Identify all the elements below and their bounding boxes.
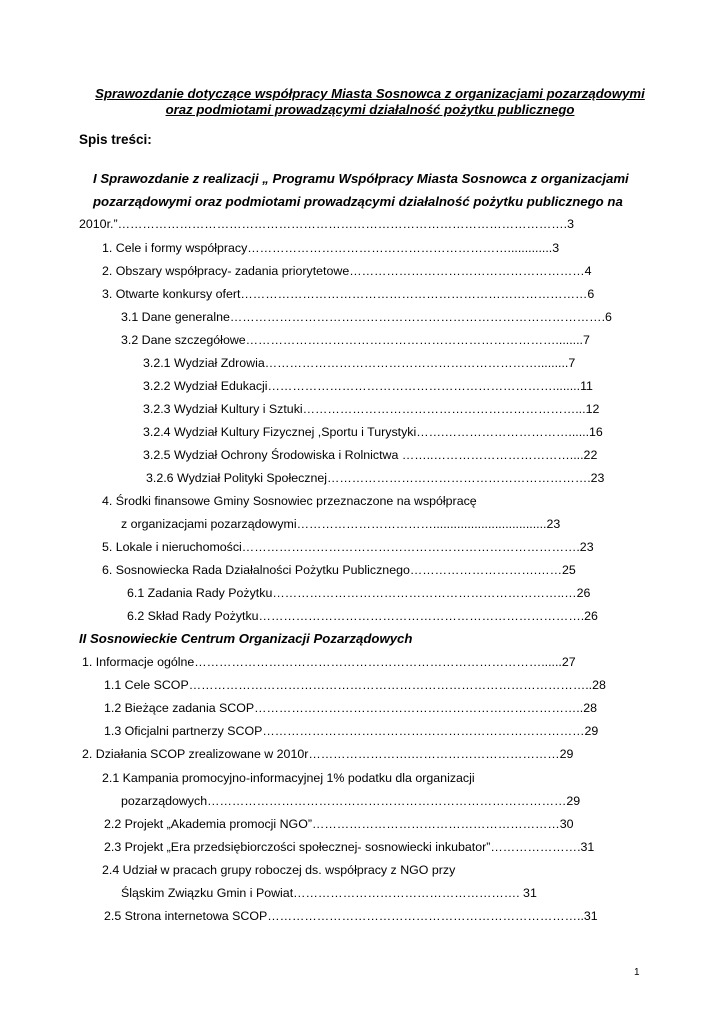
toc-entry: 3. Otwarte konkursy ofert…………………………………………………………………………6	[102, 287, 595, 301]
toc-entry: 6.2 Skład Rady Pożytku…………………………………………………………………….26	[127, 609, 598, 623]
toc-entry: 2.5 Strona internetowa SCOP…………………………………………………………………..31	[104, 909, 598, 923]
toc-entry: 2.4 Udział w pracach grupy roboczej ds. współpracy z NGO przy	[102, 863, 456, 877]
toc-entry: 1.1 Cele SCOP……………………………………………………………………………………..28	[104, 678, 606, 692]
toc-entry: 3.2.5 Wydział Ochrony Środowiska i Rolnictwa ……..……………………………....22	[143, 448, 598, 462]
toc-entry: 6. Sosnowiecka Rada Działalności Pożytku Publicznego………………………….……25	[102, 563, 576, 577]
toc-entry: Śląskim Związku Gmin i Powiat………………………………………………. 31	[121, 886, 537, 900]
toc-entry-part-2-heading: II Sosnowieckie Centrum Organizacji Pozarządowych	[79, 631, 413, 646]
toc-entry: 3.2.2 Wydział Edukacji……………………………………………………………........11	[143, 379, 593, 393]
toc-entry: pozarządowych……………………………………………………………………………29	[121, 794, 581, 808]
toc-entry: 3.2.6 Wydział Polityki Społecznej……………………………………………………….23	[146, 471, 605, 485]
toc-entry: 6.1 Zadania Rady Pożytku……………………………………………………………..…26	[127, 586, 591, 600]
toc-entry-part-1-line-1: I Sprawozdanie z realizacji „ Programu Współpracy Miasta Sosnowca z organizacjami	[93, 171, 629, 186]
toc-entry: 1. Informacje ogólne…………………………………………………………………………......27	[82, 655, 576, 669]
toc-entry: 1. Cele i formy współpracy……………………………………………………….............3	[102, 241, 560, 255]
toc-entry: 1.2 Bieżące zadania SCOP……………………………………………………………………..28	[104, 701, 597, 715]
document-title-line-1: Sprawozdanie dotyczące współpracy Miasta Sosnowca z organizacjami pozarządowymi	[95, 86, 645, 101]
toc-entry: 2. Działania SCOP zrealizowane w 2010r…………………….………………………………29	[82, 747, 574, 761]
toc-entry: 3.2.3 Wydział Kultury i Sztuki…………………………………………………………...12	[143, 402, 600, 416]
page-number: 1	[634, 967, 640, 978]
toc-entry: 3.2.4 Wydział Kultury Fizycznej ,Sportu i Turystyki…….…………………………......16	[143, 425, 603, 439]
toc-entry: 5. Lokale i nieruchomości……………………………………………………………………….23	[102, 540, 594, 554]
toc-entry-part-1-line-3: 2010r.”……………………………………………………………………………………………….3	[79, 217, 574, 231]
toc-entry: 3.1 Dane generalne……………………………………………………………………………….6	[121, 310, 612, 324]
toc-entry: 3.2 Dane szczegółowe…………………………………………………………………........7	[121, 333, 590, 347]
toc-entry: 2.1 Kampania promocyjno-informacyjnej 1% podatku dla organizacji	[102, 771, 475, 785]
toc-entry: 2.3 Projekt „Era przedsiębiorczości społecznej- sosnowiecki inkubator”………………….31	[104, 840, 595, 854]
document-title-line-2: oraz podmiotami prowadzącymi działalność pożytku publicznego	[165, 102, 575, 117]
toc-entry-part-1-line-2: pozarządowymi oraz podmiotami prowadzącymi działalność pożytku publicznego na	[93, 194, 623, 209]
toc-entry: 2.2 Projekt „Akademia promocji NGO”……………………………………………………30	[104, 817, 574, 831]
toc-entry: 4. Środki finansowe Gminy Sosnowiec przeznaczone na współpracę	[102, 494, 477, 508]
toc-entry: 1.3 Oficjalni partnerzy SCOP……………………………………………………………………29	[104, 724, 599, 738]
toc-entry: z organizacjami pozarządowymi…………………………….................................23	[121, 517, 561, 531]
document-title	[60, 86, 680, 118]
toc-entry: 2. Obszary współpracy- zadania priorytetowe…………………………………………………4	[102, 264, 592, 278]
toc-entry: 3.2.1 Wydział Zdrowia………………………………………………………….........7	[143, 356, 576, 370]
toc-heading: Spis treści:	[79, 132, 152, 147]
